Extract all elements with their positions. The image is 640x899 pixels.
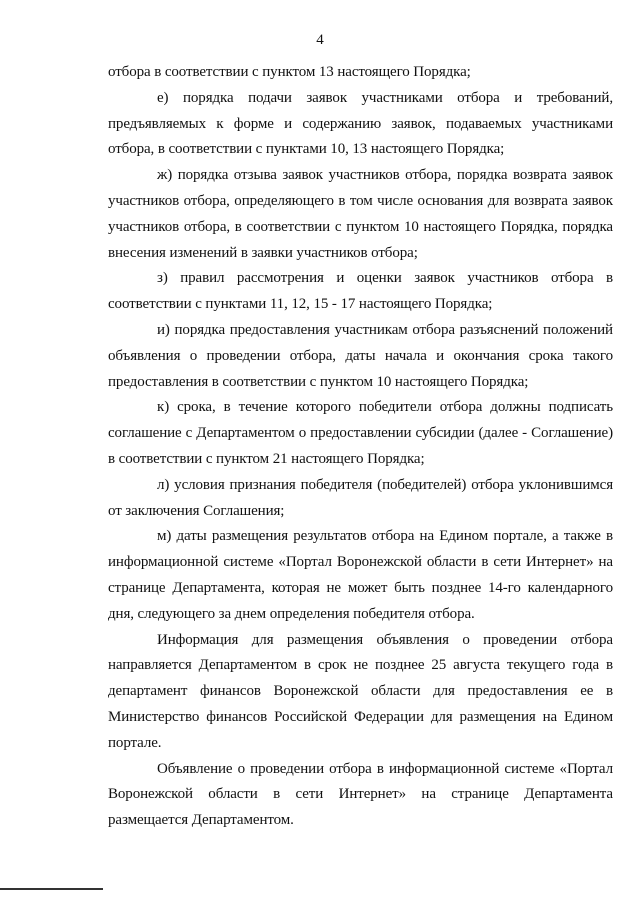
scan-edge-line [0, 888, 103, 890]
paragraph-announcement: Объявление о проведении отбора в информационной системе «Портал Воронежской области в сети Интернет» на странице Департамента размещается Департаментом. [108, 760, 613, 829]
paragraph-item-m: м) даты размещения результатов отбора на Едином портале, а также в информационной системе «Портал Воронежской области в сети Интернет» на странице Департамента, которая не может быть позднее 14-го календарного дня, следующего за днем определения победителя отбора. [108, 528, 613, 622]
paragraph-information: Информация для размещения объявления о проведении отбора направляется Департаментом в срок не позднее 25 августа текущего года в департамент финансов Воронежской области для предоставления ее в Министерство финансов Российской Федерации для размещения на Едином портале. [108, 631, 613, 751]
paragraph-item-e: е) порядка подачи заявок участниками отбора и требований, предъявляемых к форме и содержанию заявок, подаваемых участниками отбора, в соответствии с пунктами 10, 13 настоящего Порядка; [108, 89, 613, 158]
document-body [108, 60, 613, 834]
paragraph-continuation: отбора в соответствии с пунктом 13 настоящего Порядка; [108, 64, 471, 80]
page-number: 4 [316, 32, 324, 48]
paragraph-item-z: з) правил рассмотрения и оценки заявок участников отбора в соответствии с пунктами 11, 12, 15 - 17 настоящего Порядка; [108, 270, 613, 313]
paragraph-item-zh: ж) порядка отзыва заявок участников отбора, порядка возврата заявок участников отбора, определяющего в том числе основания для возврата заявок участников отбора, в соответствии с пунктом 10 настоящего Порядка, порядка внесения изменений в заявки участников отбора; [108, 167, 613, 261]
paragraph-item-l: л) условия признания победителя (победителей) отбора уклонившимся от заключения Соглашения; [108, 476, 613, 519]
paragraph-item-k: к) срока, в течение которого победители отбора должны подписать соглашение с Департаментом о предоставлении субсидии (далее - Соглашение) в соответствии с пунктом 21 настоящего Порядка; [108, 399, 613, 467]
paragraph-item-i: и) порядка предоставления участникам отбора разъяснений положений объявления о проведении отбора, даты начала и окончания срока такого предоставления в соответствии с пунктом 10 настоящего Порядка; [108, 321, 613, 390]
